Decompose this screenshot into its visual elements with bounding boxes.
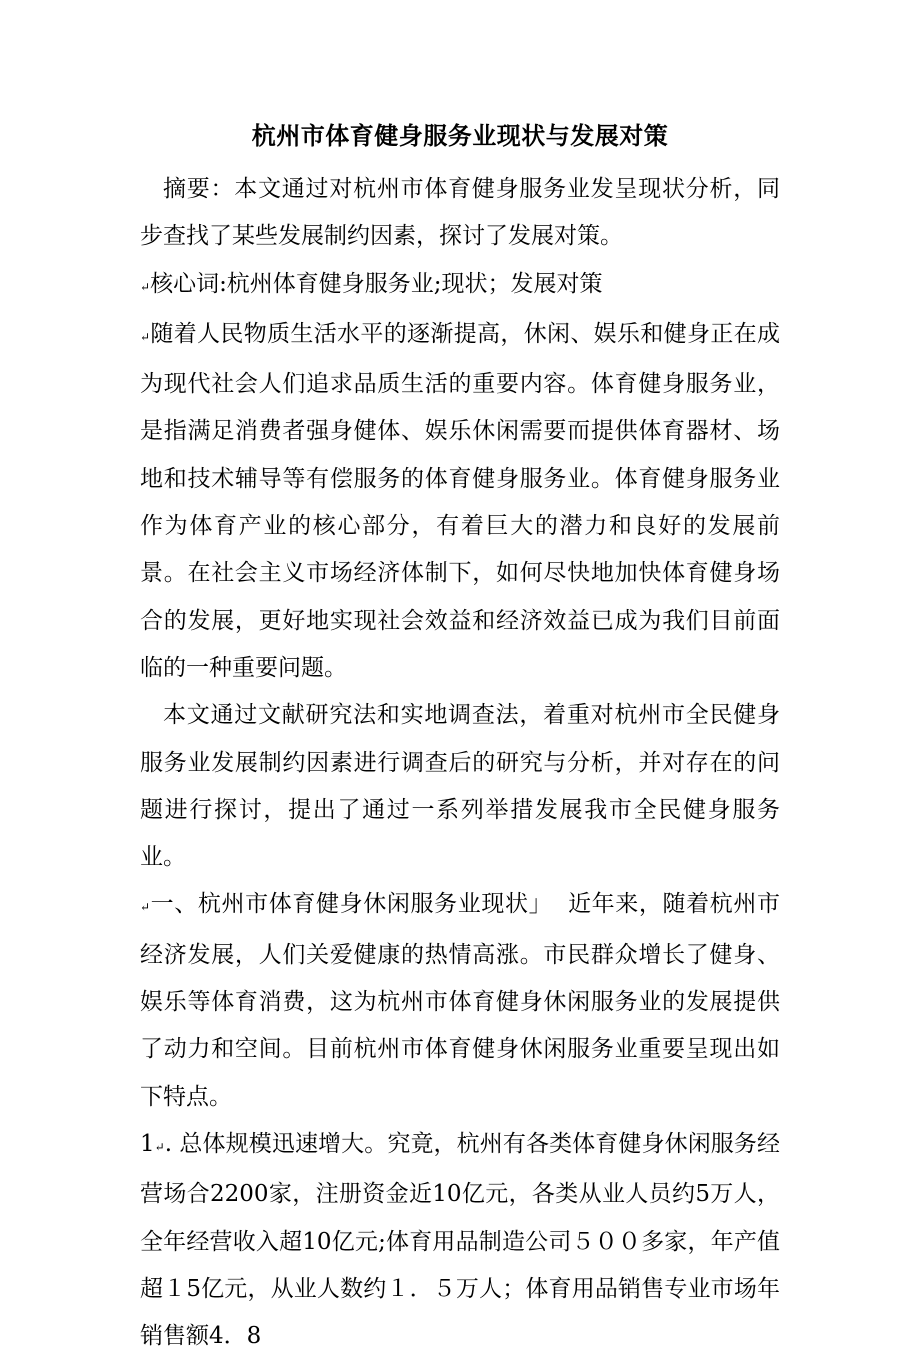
paragraph-mark-icon: ↵: [140, 279, 151, 294]
item1-paragraph: [140, 1121, 780, 1360]
paragraph-mark-icon: ↵: [140, 900, 151, 915]
methods-paragraph: 本文通过文献研究法和实地调查法，着重对杭州市全民健身服务业发展制约因素进行调查后的研究与分析，并对存在的问题进行探讨，提出了通过一系列举措发展我市全民健身服务业。: [140, 702, 780, 871]
keywords-paragraph: [140, 261, 780, 311]
item1-text: . 总体规模迅速增大。究竟，杭州有各类体育健身休闲服务经营场合2200家，注册资金近10亿元，各类从业人员约5万人，全年经营收入超10亿元;体育用品制造公司５００多家，年产值超１5亿元，从业人数约１．５万人；体育用品销售专业市场年销售额4．8: [140, 1130, 780, 1350]
section1-paragraph: [140, 881, 780, 1120]
abstract-paragraph: 摘要：本文通过对杭州市体育健身服务业发呈现状分析，同步查找了某些发展制约因素，探讨了发展对策。: [140, 176, 780, 250]
keywords-text: 核心词:杭州体育健身服务业;现状；发展对策: [150, 270, 603, 297]
document-title: 杭州市体育健身服务业现状与发展对策: [251, 121, 669, 150]
section1-text: 近年来，随着杭州市经济发展，人们关爱健康的热情高涨。市民群众增长了健身、娱乐等体育消费，这为杭州市体育健身休闲服务业的发展提供了动力和空间。目前杭州市体育健身休闲服务业重要呈现出如下特点。: [140, 891, 781, 1110]
intro-text: 随着人民物质生活水平的逐渐提高，休闲、娱乐和健身正在成为现代社会人们追求品质生活的重要内容。体育健身服务业，是指满足消费者强身健体、娱乐休闲需要而提供体育器材、场地和技术辅导等有偿服务的体育健身服务业。体育健身服务业作为体育产业的核心部分，有着巨大的潜力和良好的发展前景。在社会主义市场经济体制下，如何尽快地加快体育健身场合的发展，更好地实现社会效益和经济效益已成为我们目前面临的一种重要问题。: [140, 320, 780, 681]
item1-number: 1: [140, 1130, 155, 1157]
intro-paragraph: [140, 311, 780, 692]
section1-heading: 一、杭州市体育健身休闲服务业现状」: [150, 891, 553, 918]
paragraph-mark-icon: ↵: [140, 329, 151, 344]
paragraph-mark-icon: ↵: [154, 1139, 165, 1154]
document-body: [140, 166, 780, 1360]
